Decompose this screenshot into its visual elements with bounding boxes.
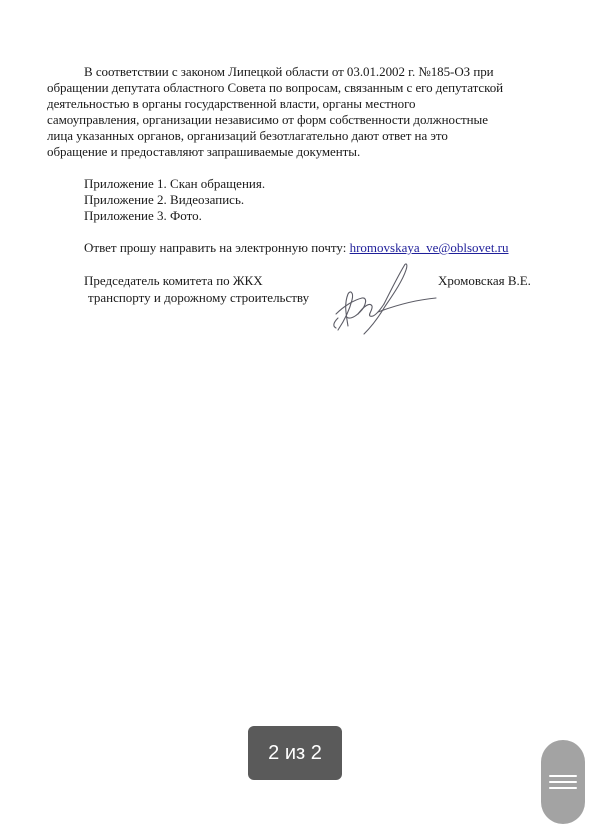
handwritten-signature bbox=[318, 254, 448, 344]
email-link[interactable]: hromovskaya_ve@oblsovet.ru bbox=[349, 240, 509, 255]
paragraph-line: деятельностью в органы государственной власти, органы местного bbox=[47, 96, 416, 111]
attachment-item: Приложение 1. Скан обращения. bbox=[84, 176, 266, 191]
attachments-list bbox=[84, 176, 545, 224]
paragraph-line: обращение и предоставляют запрашиваемые документы. bbox=[47, 144, 361, 159]
signer-title-line2: транспорту и дорожному строительству bbox=[88, 290, 310, 305]
attachment-item: Приложение 2. Видеозапись. bbox=[84, 192, 245, 207]
reply-text: Ответ прошу направить на электронную почту: bbox=[84, 240, 347, 255]
signer-title-line1: Председатель комитета по ЖКХ bbox=[84, 273, 263, 288]
attachment-item: Приложение 3. Фото. bbox=[84, 208, 202, 223]
paragraph-line: В соответствии с законом Липецкой области от 03.01.2002 г. №185-ОЗ при bbox=[84, 64, 494, 79]
document-body bbox=[47, 64, 545, 256]
page-indicator: 2 из 2 bbox=[248, 726, 342, 780]
paragraph-line: лица указанных органов, организаций безотлагательно дают ответ на это bbox=[47, 128, 448, 143]
signer-name: Хромовская В.Е. bbox=[438, 273, 531, 288]
paragraph-line: самоуправления, организации независимо от форм собственности должностные bbox=[47, 112, 488, 127]
drag-handle-icon bbox=[549, 775, 577, 789]
main-paragraph bbox=[47, 64, 545, 160]
reply-request bbox=[84, 240, 545, 256]
paragraph-line: обращении депутата областного Совета по вопросам, связанным с его депутатской bbox=[47, 80, 504, 95]
scroll-handle[interactable] bbox=[541, 740, 585, 824]
